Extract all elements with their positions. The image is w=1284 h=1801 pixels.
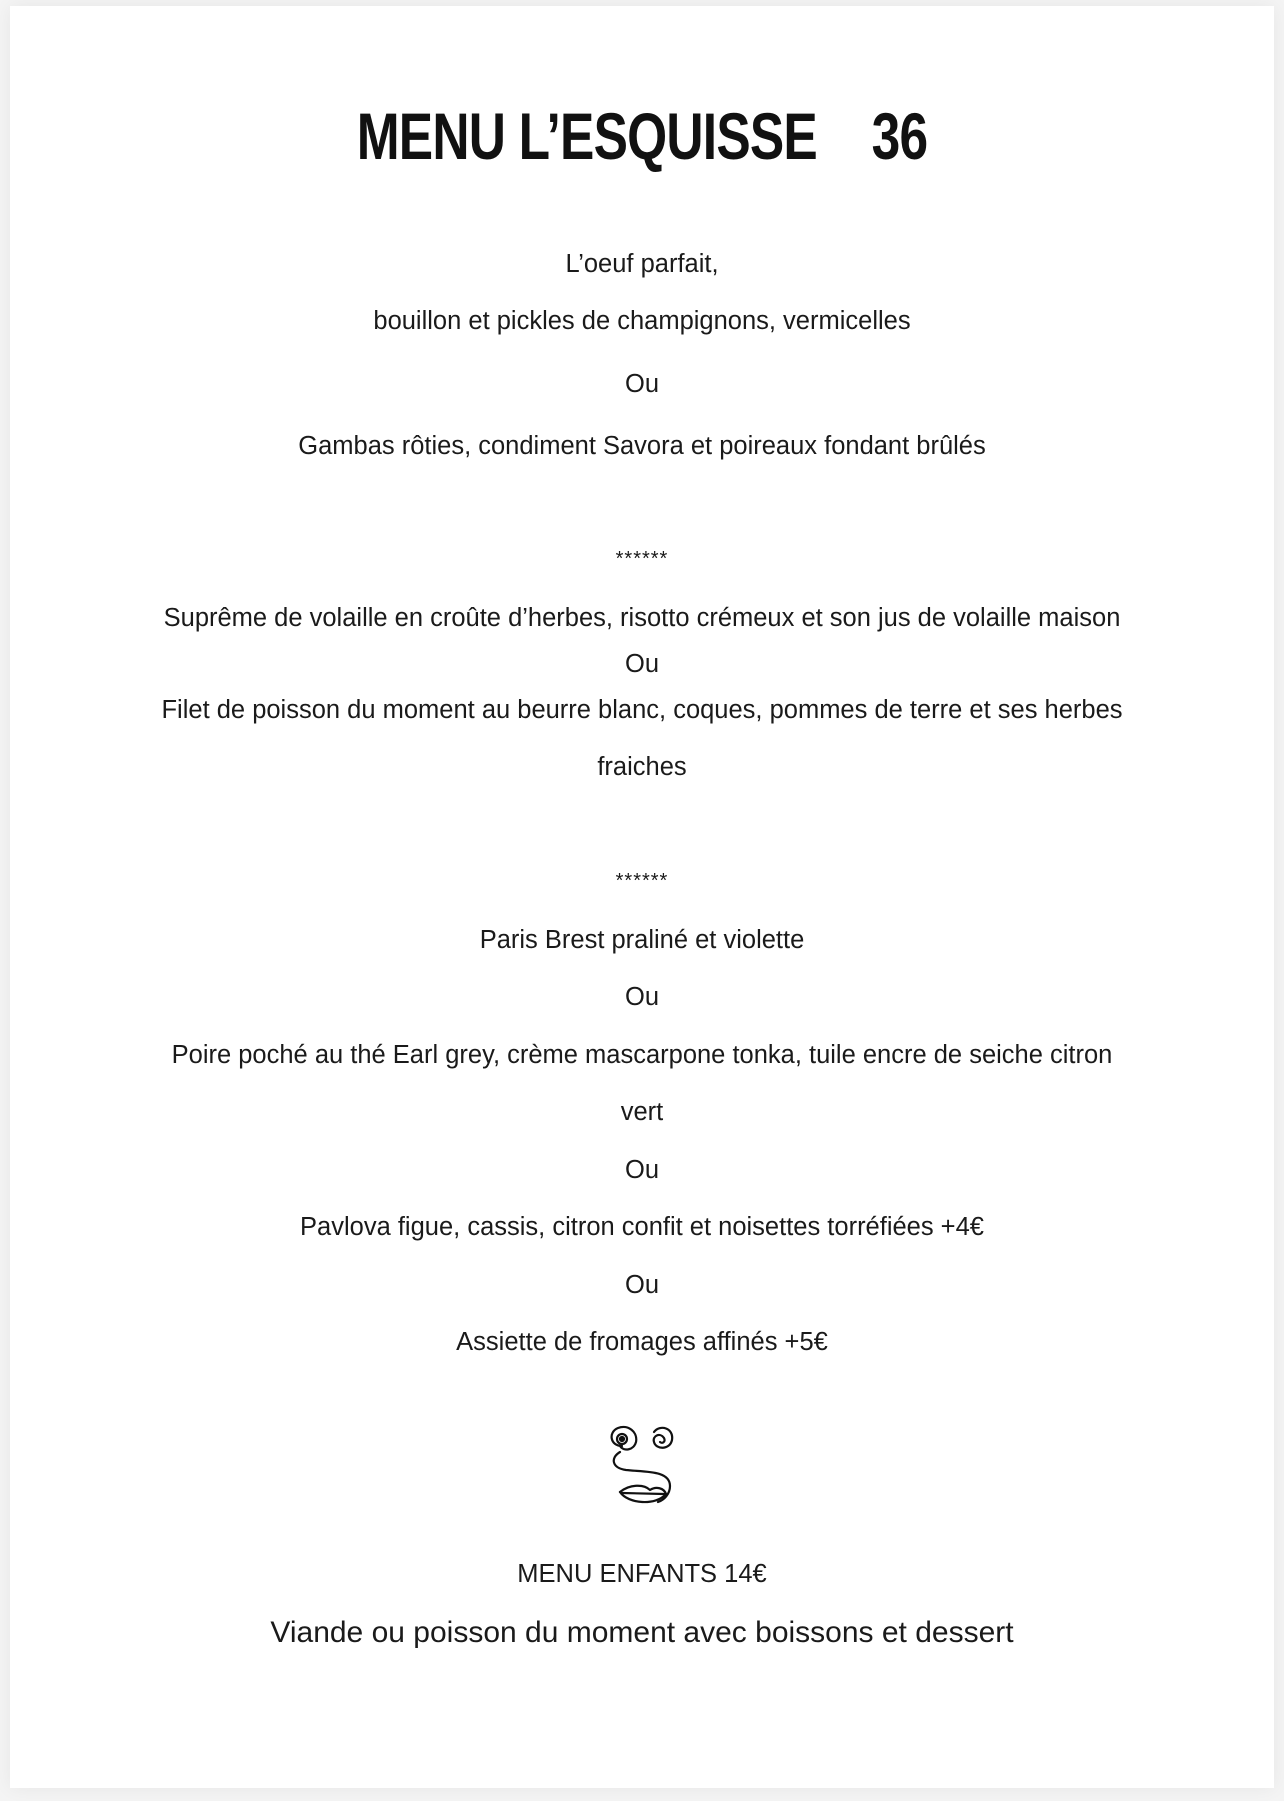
starter-or: Ou: [624, 370, 660, 398]
dessert-3: Pavlova figue, cassis, citron confit et noisettes torréfiées +4€: [300, 1213, 984, 1241]
spiral-face-logo-icon: [600, 1414, 690, 1514]
menu-title-text: MENU L’ESQUISSE: [356, 99, 817, 173]
menu-page: [10, 6, 1274, 1788]
main-2-line-2: fraiches: [597, 753, 687, 781]
main-2-line-1: Filet de poisson du moment au beurre blanc, coques, pommes de terre et ses herbes: [161, 696, 1123, 724]
dessert-or-3: Ou: [624, 1271, 660, 1299]
separator-2: ******: [615, 870, 669, 892]
separator-1: ******: [615, 548, 669, 570]
dessert-1: Paris Brest praliné et violette: [479, 926, 805, 954]
menu-title: [149, 98, 1135, 174]
dessert-2-line-2: vert: [620, 1098, 664, 1126]
starter-1-line-2: bouillon et pickles de champignons, vermicelles: [373, 307, 911, 335]
menu-price: 36: [871, 99, 928, 173]
starter-1-line-1: L’oeuf parfait,: [565, 250, 719, 278]
main-or: Ou: [624, 650, 660, 678]
starter-2: Gambas rôties, condiment Savora et poireaux fondant brûlés: [298, 432, 986, 460]
dessert-or-1: Ou: [624, 983, 660, 1011]
dessert-2-line-1: Poire poché au thé Earl grey, crème mascarpone tonka, tuile encre de seiche citron: [171, 1041, 1113, 1069]
dessert-4: Assiette de fromages affinés +5€: [456, 1328, 828, 1356]
main-1: Suprême de volaille en croûte d’herbes, risotto crémeux et son jus de volaille maison: [163, 604, 1121, 632]
kids-menu-description: Viande ou poisson du moment avec boissons et dessert: [270, 1616, 1014, 1649]
dessert-or-2: Ou: [624, 1156, 660, 1184]
kids-menu-title: MENU ENFANTS 14€: [517, 1560, 767, 1588]
